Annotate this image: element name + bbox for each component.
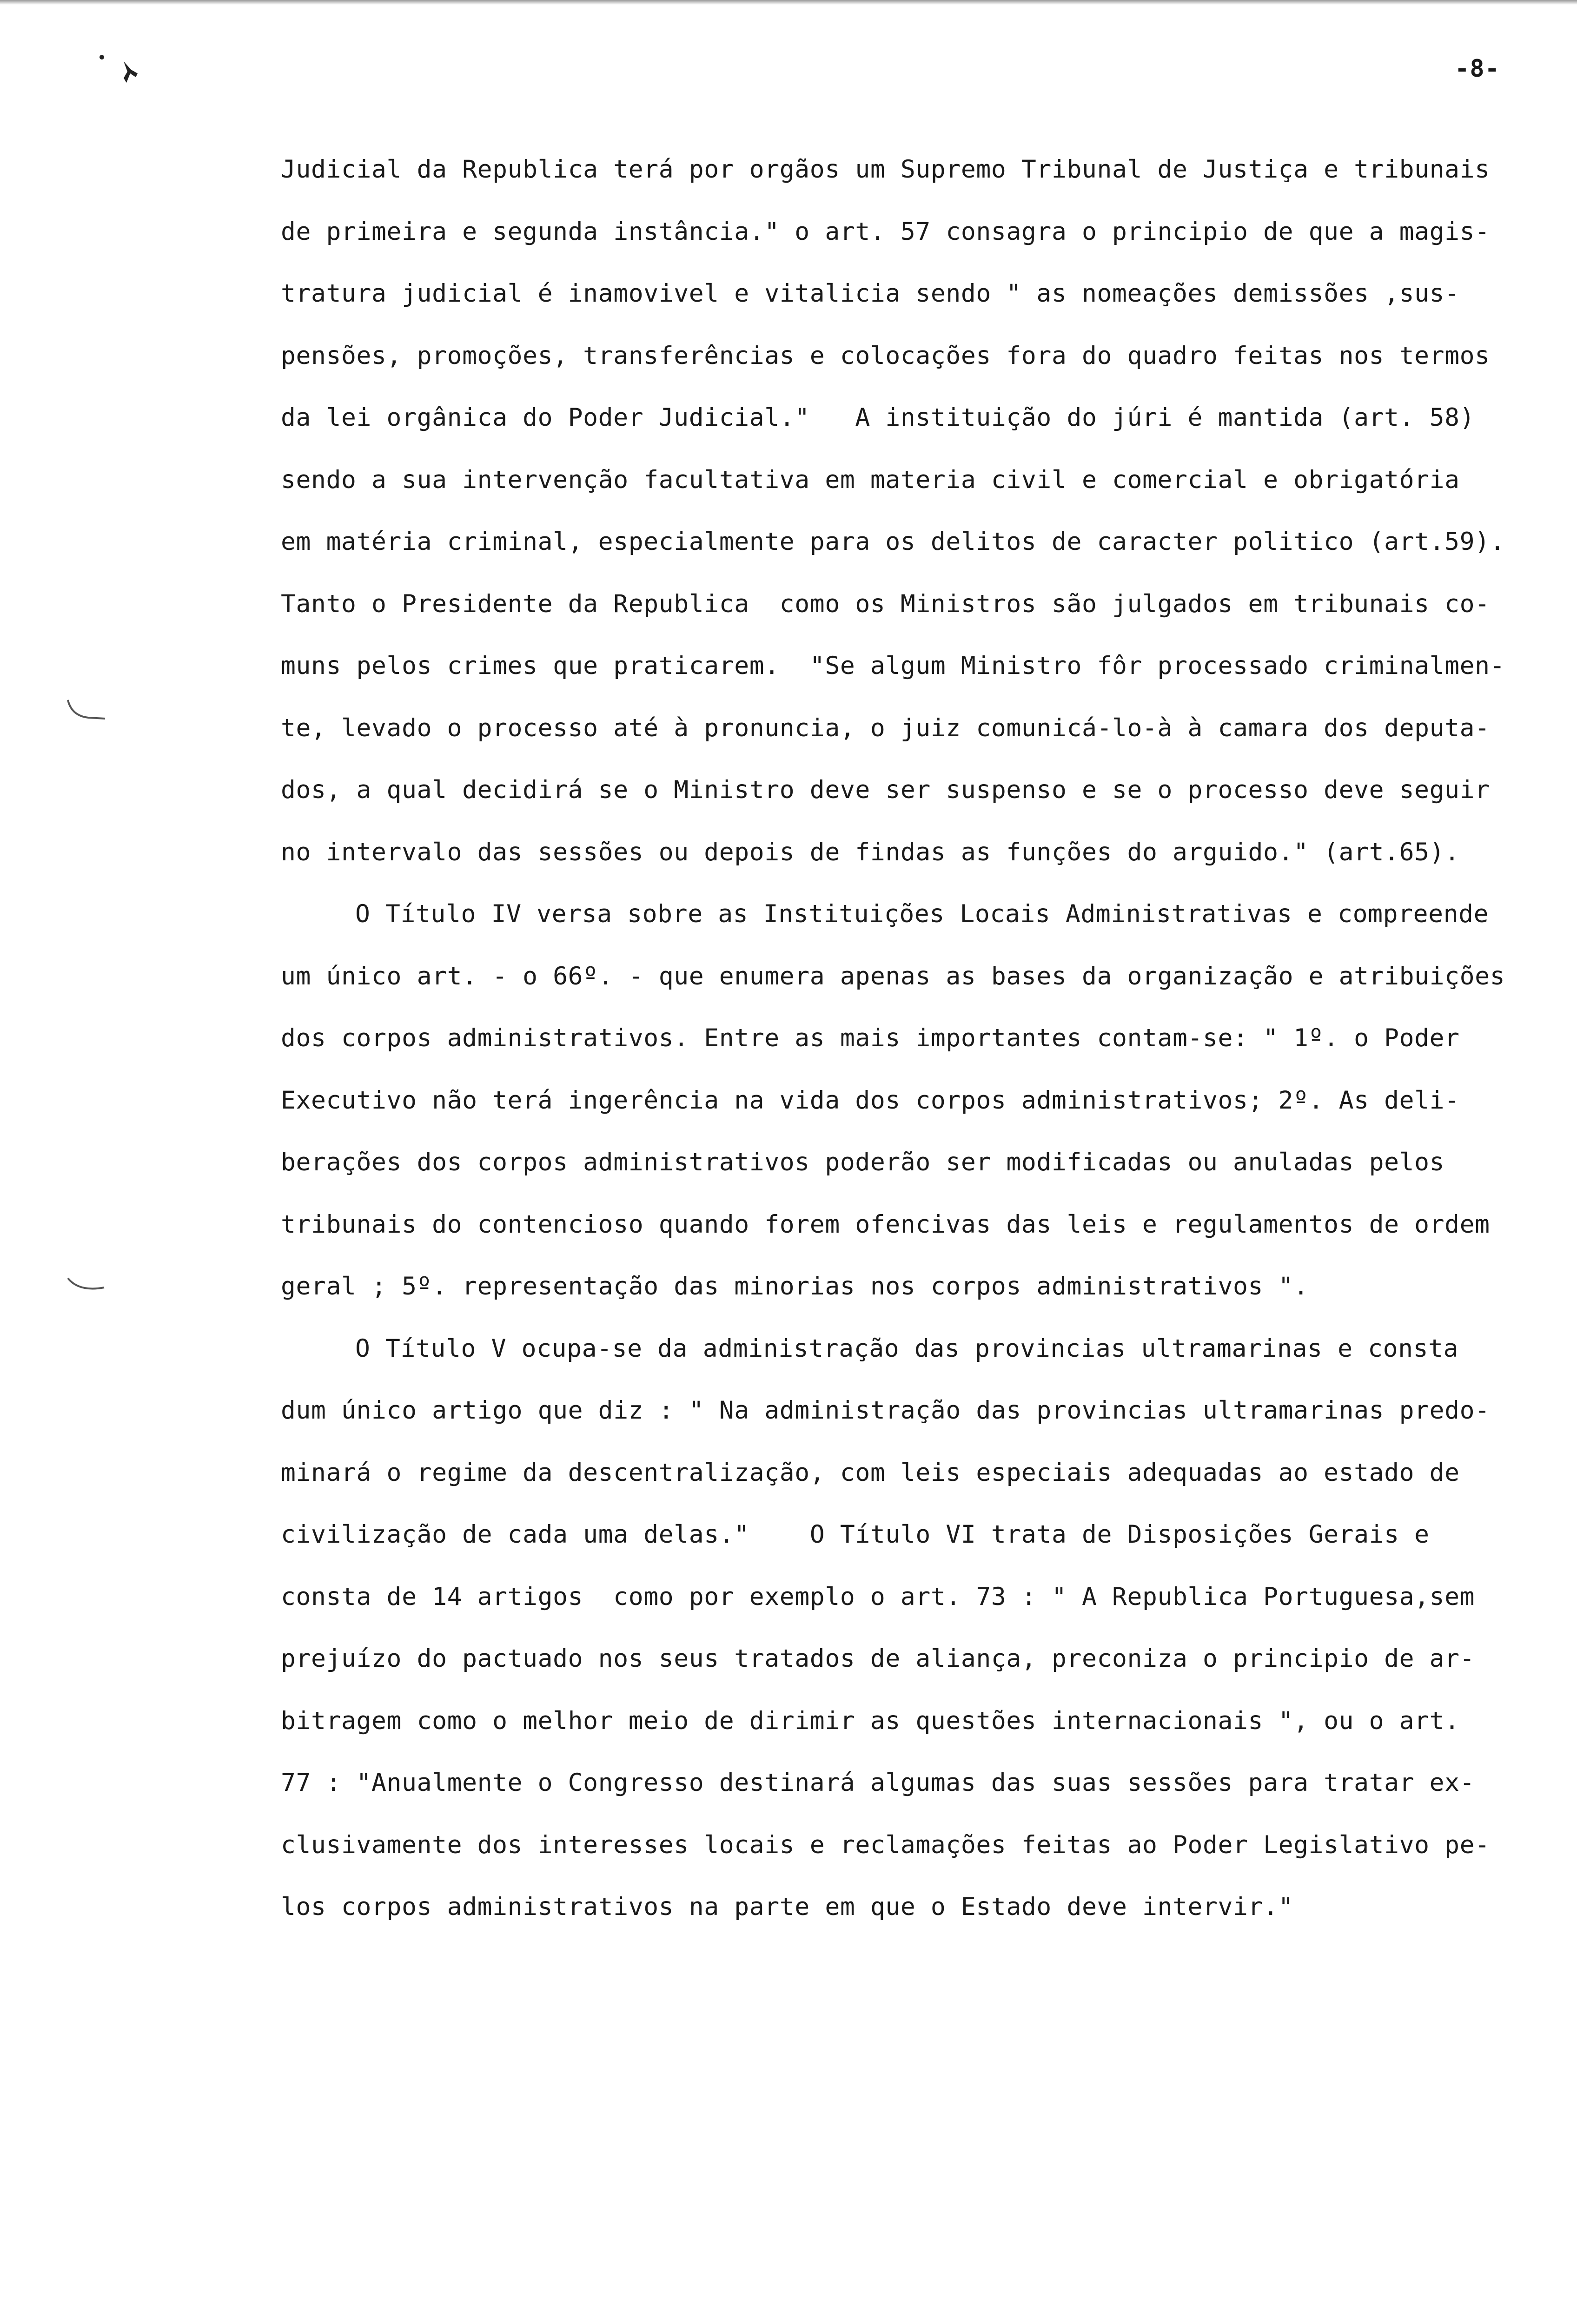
text-line: da lei orgânica do Poder Judicial." A instituição do júri é mantida (art. 58) (281, 403, 1475, 432)
text-line: em matéria criminal, especialmente para os delitos de caracter politico (art.59). (281, 528, 1505, 556)
binding-hole-mark (65, 1274, 107, 1301)
text-line: O Título IV versa sobre as Instituições Locais Administrativas e compreende (355, 900, 1489, 928)
text-line: de primeira e segunda instância." o art. 57 consagra o principio de que a magis- (281, 217, 1490, 246)
text-line: te, levado o processo até à pronuncia, o juiz comunicá-lo-à à camara dos deputa- (281, 713, 1490, 742)
page-number: -8- (1455, 55, 1500, 83)
text-line: O Título V ocupa-se da administração das provincias ultramarinas e consta (355, 1334, 1459, 1363)
text-line: bitragem como o melhor meio de dirimir as questões internacionais ", ou o art. (281, 1706, 1460, 1735)
text-line: geral ; 5º. representação das minorias nos corpos administrativos ". (281, 1272, 1309, 1301)
text-line: civilização de cada uma delas." O Título VI trata de Disposições Gerais e (281, 1520, 1430, 1549)
text-line: tribunais do contencioso quando forem ofencivas das leis e regulamentos de ordem (281, 1210, 1490, 1239)
text-line: Judicial da Republica terá por orgãos um Supremo Tribunal de Justiça e tribunais (281, 155, 1490, 184)
text-line: dos corpos administrativos. Entre as mais importantes contam-se: " 1º. o Poder (281, 1024, 1460, 1052)
text-line: muns pelos crimes que praticarem. "Se algum Ministro fôr processado criminalmen- (281, 652, 1505, 680)
text-line: 77 : "Anualmente o Congresso destinará algumas das suas sessões para tratar ex- (281, 1769, 1475, 1797)
text-line: sendo a sua intervenção facultativa em materia civil e comercial e obrigatória (281, 465, 1460, 494)
text-line: pensões, promoções, transferências e colocações fora do quadro feitas nos termos (281, 341, 1490, 370)
text-line: clusivamente dos interesses locais e reclamações feitas ao Poder Legislativo pe- (281, 1830, 1490, 1859)
text-line: dos, a qual decidirá se o Ministro deve ser suspenso e se o processo deve seguir (281, 776, 1490, 804)
ink-smudge-mark (122, 59, 139, 87)
text-line: los corpos administrativos na parte em que o Estado deve intervir." (281, 1893, 1294, 1921)
binding-hole-mark (65, 697, 107, 725)
text-line: dum único artigo que diz : " Na administração das provincias ultramarinas predo- (281, 1396, 1490, 1425)
text-line: um único art. - o 66º. - que enumera apenas as bases da organização e atribuições (281, 962, 1505, 990)
text-line: no intervalo das sessões ou depois de findas as funções do arguido." (art.65). (281, 838, 1460, 866)
text-line: consta de 14 artigos como por exemplo o art. 73 : " A Republica Portuguesa,sem (281, 1582, 1475, 1611)
text-line: minará o regime da descentralização, com leis especiais adequadas ao estado de (281, 1458, 1460, 1487)
text-line: Executivo não terá ingerência na vida dos corpos administrativos; 2º. As deli- (281, 1086, 1460, 1115)
ink-dot-mark (99, 55, 104, 59)
body-text (281, 139, 1536, 1938)
text-line: prejuízo do pactuado nos seus tratados de aliança, preconiza o principio de ar- (281, 1644, 1475, 1673)
text-line: Tanto o Presidente da Republica como os Ministros são julgados em tribunais co- (281, 589, 1490, 618)
text-line: tratura judicial é inamovivel e vitalicia sendo " as nomeações demissões ,sus- (281, 279, 1460, 308)
text-line: berações dos corpos administrativos poderão ser modificadas ou anuladas pelos (281, 1148, 1445, 1176)
scan-top-edge (0, 0, 1577, 5)
